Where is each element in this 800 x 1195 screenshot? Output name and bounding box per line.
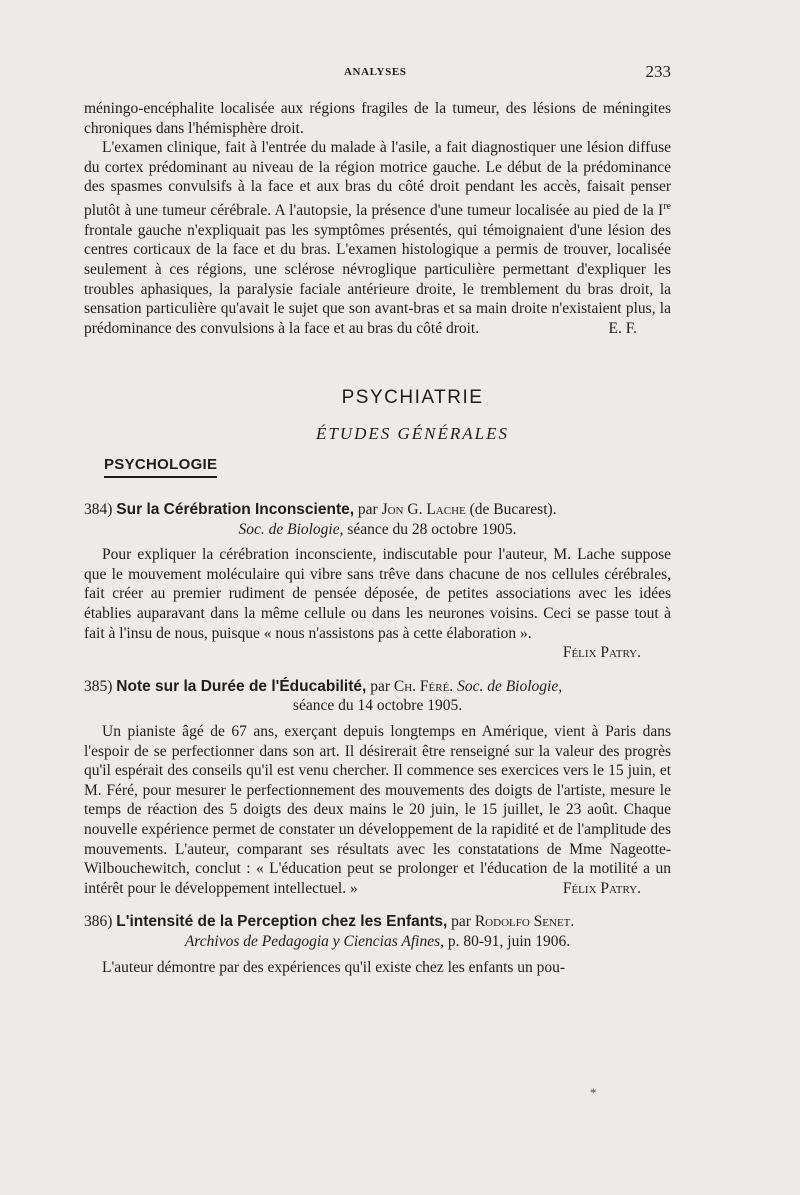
entry-body: Pour expliquer la cérébration inconsciente, indiscutable pour l'auteur, M. Lache suppose que le mouvement moléculaire qui vibre sans trêve dans chacune de nos cellules cérébrales, fait créer au premier rudiment de pensée déposée, de petites associations avec les idées établies auparavant dans la même cellule ou dans les neurones voisins. Ceci se passe tout à fait à l'insu de nous, puisque « nous n'assistons pas à cette élaboration ». bbox=[84, 546, 671, 642]
review-entry bbox=[84, 912, 671, 977]
entry-title: L'intensité de la Perception chez les Enfants, bbox=[116, 913, 448, 931]
entry-date: séance du 28 octobre 1905. bbox=[343, 520, 517, 538]
entry-author-post: (de Bucarest). bbox=[465, 501, 557, 519]
entry-heading bbox=[84, 912, 671, 932]
page-header bbox=[84, 62, 671, 84]
entry-source bbox=[84, 520, 671, 540]
entry-date: p. 80-91, juin 1906. bbox=[443, 932, 571, 950]
rubric-heading: PSYCHOLOGIE bbox=[104, 455, 217, 478]
entry-heading bbox=[84, 677, 671, 697]
entry-journal: Soc. de Biologie, bbox=[453, 677, 563, 695]
signature: Félix Patry. bbox=[562, 644, 641, 662]
entry-author: Ch. Féré. bbox=[393, 677, 454, 695]
running-head: ANALYSES bbox=[344, 66, 407, 78]
entry-author-pre: par bbox=[357, 501, 382, 519]
entry-source: séance du 14 octobre 1905. bbox=[292, 697, 463, 715]
entry-title: Note sur la Durée de l'Éducabilité, bbox=[116, 677, 367, 695]
entry-heading bbox=[84, 500, 671, 520]
signature: Félix Patry. bbox=[562, 879, 641, 897]
entry-journal: Archivos de Pedagogia y Ciencias Afines, bbox=[184, 932, 444, 950]
entry-number: 386) bbox=[84, 913, 113, 931]
paragraph: méningo-encéphalite localisée aux régions fragiles de la tumeur, des lésions de méningites chroniques dans l'hémisphère droit. bbox=[84, 100, 671, 137]
page-number: 233 bbox=[645, 62, 671, 81]
entry-number: 385) bbox=[84, 677, 113, 695]
page-content bbox=[84, 99, 671, 977]
section-subtitle: ÉTUDES GÉNÉRALES bbox=[315, 423, 510, 443]
signature: E. F. bbox=[608, 319, 637, 337]
paragraph bbox=[84, 138, 671, 338]
entry-author-pre: par bbox=[366, 677, 394, 695]
section-title: PSYCHIATRIE bbox=[341, 387, 484, 409]
entry-author-pre: par bbox=[447, 913, 475, 931]
paragraph-text: L'examen clinique, fait à l'entrée du malade à l'asile, a fait diagnostiquer une lésion diffuse du cortex prédominant au niveau de la région motrice gauche. Le début de la prédominance des spasmes convulsifs à la face et aux bras du côté droit pendant les accès, faisait penser plutôt à une tumeur cérébrale. A l'autopsie, la présence d'une tumeur localisée au pied de la I bbox=[84, 139, 671, 220]
entry-author: Rodolfo Senet. bbox=[474, 913, 575, 931]
footer-mark: * bbox=[590, 1085, 597, 1100]
review-entry bbox=[84, 500, 671, 663]
entry-journal: Soc. de Biologie, bbox=[238, 520, 344, 538]
entry-source bbox=[84, 932, 671, 952]
entry-number: 384) bbox=[84, 501, 113, 519]
entry-body: L'auteur démontre par des expériences qu'il existe chez les enfants un pou- bbox=[102, 958, 566, 976]
entry-title: Sur la Cérébration Inconsciente, bbox=[116, 501, 355, 519]
superscript: re bbox=[663, 200, 671, 212]
paragraph-text: frontale gauche n'expliquait pas les symptômes présentés, qui témoignaient d'une lésion des centres corticaux de la face et du bras. L'examen histologique a permis de trouver, localisée seulement à ces régions, une sclérose névroglique particulière permettant d'expliquer les troubles aphasiques, la paralysie faciale antérieure droite, le tremblement du bras droit, la sensation particulière qu'avait le sujet que son avant-bras et sa main droite n'existaient plus, la prédominance des convulsions à la face et au bras du côté droit. bbox=[84, 221, 671, 337]
review-entry bbox=[84, 677, 671, 899]
entry-author: Jon G. Lache bbox=[381, 501, 466, 519]
entry-body: Un pianiste âgé de 67 ans, exerçant depuis longtemps en Amérique, vient à Paris dans l'espoir de se perfectionner dans son art. Il désirerait être renseigné sur la valeur des progrès qu'il espérait des conseils qu'il est venu chercher. Il commence ses exercices vers le 15 juin, et M. Féré, pour mesurer le perfectionnement des mouvements des doigts de l'artiste, mesure le temps de réaction des 5 doigts des deux mains le 20 juin, le 15 juillet, le 23 août. Chaque nouvelle expérience permet de constater un développement de la rapidité et de l'amplitude des mouvements. L'auteur, comparant ses résultats avec les constatations de Mme Nageotte-Wilbouchewitch, conclut : « L'éducation peut se prolonger et l'éducation de la motilité a un intérêt pour le développement intellectuel. » bbox=[84, 723, 671, 897]
